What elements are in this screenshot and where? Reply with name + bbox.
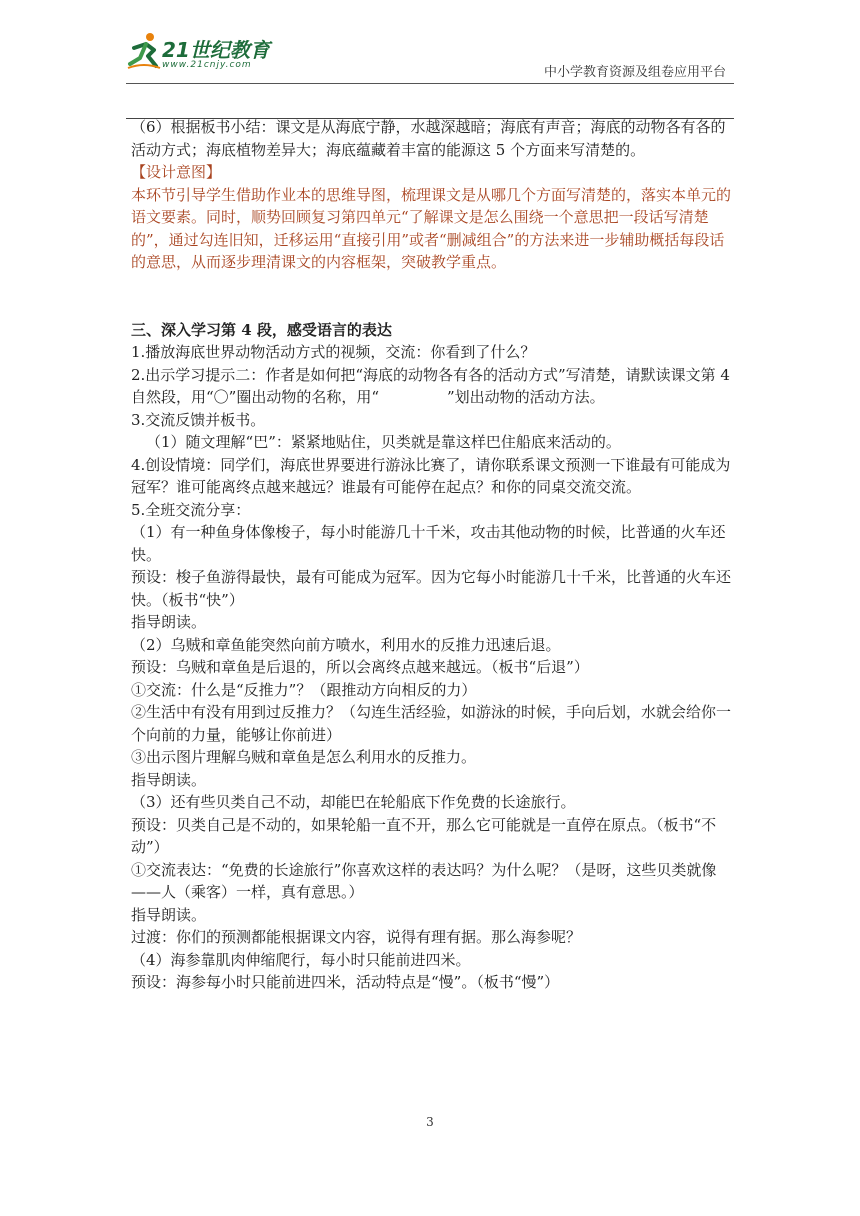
page-header — [126, 28, 734, 82]
answer-1: 预设：梭子鱼游得最快，最有可能成为冠军。因为它每小时能游几十千米，比普通的火车还快。（板书“快”） — [131, 568, 732, 609]
document-body — [131, 116, 734, 994]
logo-text: 21世纪教育 — [162, 38, 270, 62]
page-number: 3 — [426, 1115, 434, 1129]
step-2 — [131, 364, 734, 409]
question-1: （1）有一种鱼身体像梭子，每小时能游几十千米，攻击其他动物的时候，比普通的火车还快。 — [131, 523, 726, 564]
design-intent-text: 本环节引导学生借助作业本的思维导图，梳理课文是从哪几个方面写清楚的，落实本单元的语文要素。同时，顺势回顾复习第四单元“了解课文是怎么围绕一个意思把一段话写清楚的”，通过勾连旧知，迁移运用“直接引用”或者“删减组合”的方法来进一步辅助概括每段话的意思，从而逐步理清课文的内容框架，突破教学重点。 — [131, 185, 732, 271]
spacer — [131, 274, 734, 319]
header-divider — [126, 83, 734, 84]
answer-2-3: ③出示图片理解乌贼和章鱼是怎么利用水的反推力。 — [131, 748, 477, 766]
summary-paragraph: （6）根据板书小结：课文是从海底宁静，水越深越暗；海底有声音；海底的动物各有各的活动方式；海底植物差异大；海底蕴藏着丰富的能源这 5 个方面来写清楚的。 — [131, 118, 726, 159]
step-1: 1.播放海底世界动物活动方式的视频，交流：你看到了什么？ — [131, 343, 536, 361]
logo — [126, 28, 306, 74]
read-guide-3: 指导朗读。 — [131, 905, 207, 924]
logo-url: www.21cnjy.com — [162, 60, 252, 70]
answer-2-2: ②生活中有没有用到过反推力？（勾连生活经验，如游泳的时候，手向后划，水就会给你一个向前的力量，能够让你前进） — [131, 703, 732, 744]
platform-name: 中小学教育资源及组卷应用平台 — [543, 65, 726, 80]
design-intent-title: 【设计意图】 — [131, 163, 222, 181]
runner-logo-icon — [126, 28, 162, 72]
step-3: 3.交流反馈并板书。 — [131, 410, 266, 429]
question-3: （3）还有些贝类自己不动，却能巴在轮船底下作免费的长途旅行。 — [131, 793, 576, 811]
section-heading: 三、深入学习第 4 段，感受语言的表达 — [131, 320, 392, 339]
answer-2-1: ①交流：什么是“反推力”？（跟推动方向相反的力） — [131, 680, 477, 699]
step-4: 4.创设情境：同学们，海底世界要进行游泳比赛了，请你联系课文预测一下谁最有可能成为冠军？谁可能离终点越来越远？谁最有可能停在起点？和你的同桌交流交流。 — [131, 455, 731, 496]
answer-3-1: ①交流表达：“免费的长途旅行”你喜欢这样的表达吗？为什么呢？（是呀，这些贝类就像——人（乘客）一样，真有意思。） — [131, 860, 717, 901]
answer-3: 预设：贝类自己是不动的，如果轮船一直不开，那么它可能就是一直停在原点。（板书“不动”） — [131, 815, 717, 856]
question-2: （2）乌贼和章鱼能突然向前方喷水，利用水的反推力迅速后退。 — [131, 635, 561, 654]
read-guide-1: 指导朗读。 — [131, 613, 207, 631]
step-5: 5.全班交流分享： — [131, 500, 251, 519]
transition: 过渡：你们的预测都能根据课文内容，说得有理有据。那么海参呢？ — [131, 928, 582, 946]
question-4: （4）海参靠肌肉伸缩爬行，每小时只能前进四米。 — [131, 950, 471, 969]
answer-4: 预设：海参每小时只能前进四米，活动特点是“慢”。（板书“慢”） — [131, 973, 560, 991]
step-2-part-b: ”划出动物的活动方法。 — [447, 388, 605, 406]
step-2-part-a: 2.出示学习提示二：作者是如何把“海底的动物各有各的活动方式”写清楚，请默读课文第 4 自然段，用“〇”圈出动物的名称，用“ — [131, 365, 730, 406]
read-guide-2: 指导朗读。 — [131, 770, 207, 789]
answer-2: 预设：乌贼和章鱼是后退的，所以会离终点越来越远。（板书“后退”） — [131, 658, 589, 676]
step-3-1: （1）随文理解“巴”：紧紧地贴住，贝类就是靠这样巴住船底来活动的。 — [146, 433, 621, 451]
